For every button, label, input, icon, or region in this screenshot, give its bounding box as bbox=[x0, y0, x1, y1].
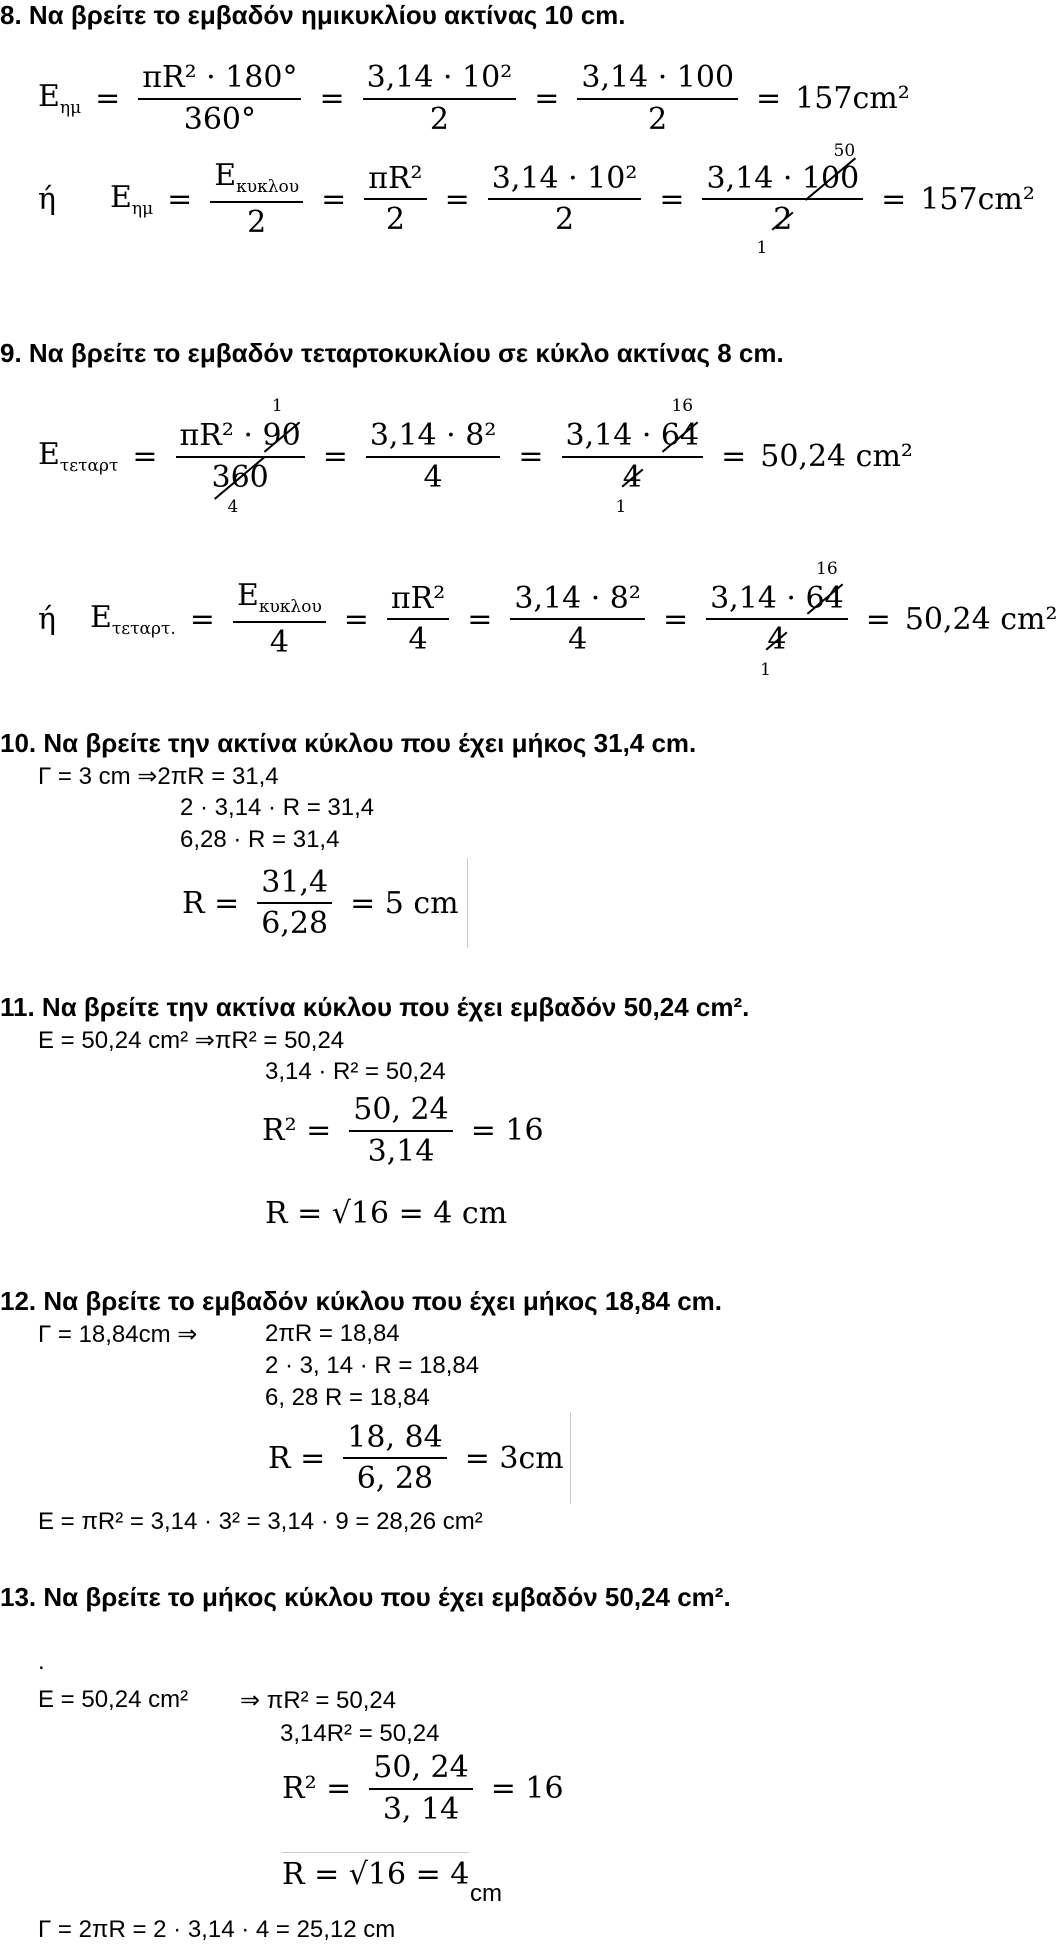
q8-alt-lhs: $E_{\eta\mu}$ bbox=[109, 179, 154, 219]
q11-line1: Ε = 50,24 cm² ⇒πR² = 50,24 bbox=[38, 1027, 345, 1054]
q10-line3: 6,28 · R = 31,4 bbox=[180, 826, 340, 853]
q11-r2-fraction: R² = $\frac{50, 24}{3,14}$ = 16 bbox=[262, 1092, 544, 1169]
q9-alt-lhs: $E_{\tau\varepsilon\tau\alpha\rho\tau.}$ bbox=[89, 599, 176, 639]
q9-alt-equation: ή $E_{\tau\varepsilon\tau\alpha\rho\tau.}$ = $\frac{E_{\kappa\upsilon\kappa\lambda o\upsilon}}{4}$ = $\frac{\text{πR²}}{4}$ = $\frac{\text{3,14 · 8²}}{4}$ = 16 3,14 · 64 4 1 = 50,24 cm² bbox=[38, 558, 1058, 680]
q9-alt-frac4: 16 3,14 · 64 4 1 bbox=[706, 583, 848, 656]
q13-sqrt-line: R = √16 = 4 bbox=[282, 1852, 469, 1892]
q12-radius-fraction: R = $\frac{18, 84}{6, 28}$ = 3cm bbox=[268, 1412, 571, 1504]
q9-alt-frac3: $\frac{\text{3,14 · 8²}}{4}$ bbox=[510, 583, 645, 656]
q13-line1a: Ε = 50,24 cm² bbox=[38, 1686, 189, 1713]
q8-alt-frac2: $\frac{\text{πR²}}{2}$ bbox=[364, 163, 426, 236]
q13-line1b: ⇒ πR² = 50,24 bbox=[240, 1687, 397, 1714]
q8-title: 8. Να βρείτε το εμβαδόν ημικυκλίου ακτίνας 10 cm. bbox=[0, 0, 626, 30]
q10-radius-fraction: R = $\frac{31,4}{6,28}$ = 5 cm bbox=[182, 858, 468, 948]
q9-result: 50,24 cm² bbox=[760, 439, 913, 474]
q13-r2-fraction: R² = $\frac{50, 24}{3, 14}$ = 16 bbox=[282, 1750, 564, 1827]
q12-line1a: Γ = 18,84cm ⇒ bbox=[38, 1321, 198, 1348]
q8-alt-frac4: 50 3,14 · 100 2 1 bbox=[702, 163, 863, 236]
q11-line2: 3,14 · R² = 50,24 bbox=[265, 1058, 446, 1085]
q12-area: Ε = πR² = 3,14 · 3² = 3,14 · 9 = 28,26 cm² bbox=[38, 1508, 483, 1535]
q13-unit: cm bbox=[470, 1880, 502, 1907]
q9-title: 9. Να βρείτε το εμβαδόν τεταρτοκυκλίου σε κύκλο ακτίνας 8 cm. bbox=[0, 338, 784, 368]
q8-or: ή bbox=[38, 181, 56, 217]
q12-line2: 2 · 3, 14 · R = 18,84 bbox=[265, 1352, 480, 1379]
q13-final: Γ = 2πR = 2 · 3,14 · 4 = 25,12 cm bbox=[38, 1916, 396, 1943]
q8-frac3: $\frac{3,14 \cdot 100}{2}$ bbox=[577, 62, 738, 135]
q8-equation: $E_{\eta\mu}$ = $\frac{\text{πR² · 180°}}{360^\circ}$ = $\frac{\text{3,14 · 10²}}{2}$ = $\frac{3,14 \cdot 100}{2}$ = 157cm² bbox=[38, 60, 910, 137]
q9-lhs: $E_{\tau\varepsilon\tau\alpha\rho\tau}$ bbox=[38, 437, 119, 476]
q13-line2: 3,14R² = 50,24 bbox=[280, 1720, 440, 1747]
q9-frac1: 1 πR² · 90 360 4 bbox=[176, 420, 305, 493]
q10-line2: 2 · 3,14 · R = 31,4 bbox=[180, 794, 375, 821]
q12-line3: 6, 28 R = 18,84 bbox=[265, 1384, 430, 1411]
q12-line1b: 2πR = 18,84 bbox=[265, 1320, 400, 1347]
q9-frac2: $\frac{\text{3,14 · 8²}}{4}$ bbox=[366, 420, 501, 493]
q8-alt-equation: ή $E_{\eta\mu}$ = $\frac{E_{\kappa\upsilon\kappa\lambda o\upsilon}}{2}$ = $\frac{\text{πR²}}{2}$ = $\frac{\text{3,14 · 10²}}{2}$ = 50 3,14 · 100 2 1 = 157cm² bbox=[38, 140, 1035, 258]
q10-title: 10. Να βρείτε την ακτίνα κύκλου που έχει μήκος 31,4 cm. bbox=[0, 728, 697, 758]
q9-alt-result: 50,24 cm² bbox=[904, 601, 1058, 637]
q9-frac3: 16 3,14 · 64 4 1 bbox=[562, 420, 704, 493]
q12-title: 12. Να βρείτε το εμβαδόν κύκλου που έχει μήκος 18,84 cm. bbox=[0, 1286, 723, 1316]
q8-alt-frac3: $\frac{\text{3,14 · 10²}}{2}$ bbox=[488, 163, 642, 236]
q8-alt-frac1: $\frac{E_{\kappa\upsilon\kappa\lambda o\upsilon}}{2}$ bbox=[210, 160, 303, 238]
q9-equation: $E_{\tau\varepsilon\tau\alpha\rho\tau}$ = 1 πR² · 90 360 4 = $\frac{\text{3,14 · 8²}}{4}$ = 16 3,14 · 64 4 1 = 50,24 cm² bbox=[38, 396, 913, 517]
q9-or: ή bbox=[38, 601, 56, 637]
q8-lhs: $E_{\eta\mu}$ bbox=[38, 79, 82, 118]
q10-line1: Γ = 3 cm ⇒2πR = 31,4 bbox=[38, 763, 279, 790]
q9-alt-frac1: $\frac{E_{\kappa\upsilon\kappa\lambda o\upsilon}}{4}$ bbox=[233, 580, 326, 658]
q11-sqrt-line: R = √16 = 4 cm bbox=[265, 1196, 508, 1231]
q13-title: 13. Να βρείτε το μήκος κύκλου που έχει εμβαδόν 50,24 cm². bbox=[0, 1582, 731, 1612]
q8-alt-result: 157cm² bbox=[920, 181, 1035, 217]
q13-dot: . bbox=[38, 1648, 45, 1675]
q8-result: 157cm² bbox=[795, 81, 910, 116]
q8-frac2: $\frac{\text{3,14 · 10²}}{2}$ bbox=[363, 62, 517, 135]
q9-alt-frac2: $\frac{\text{πR²}}{4}$ bbox=[387, 583, 449, 656]
q11-title: 11. Να βρείτε την ακτίνα κύκλου που έχει εμβαδόν 50,24 cm². bbox=[0, 992, 750, 1022]
q8-frac1: $\frac{\text{πR² · 180°}}{360^\circ}$ bbox=[138, 62, 301, 135]
